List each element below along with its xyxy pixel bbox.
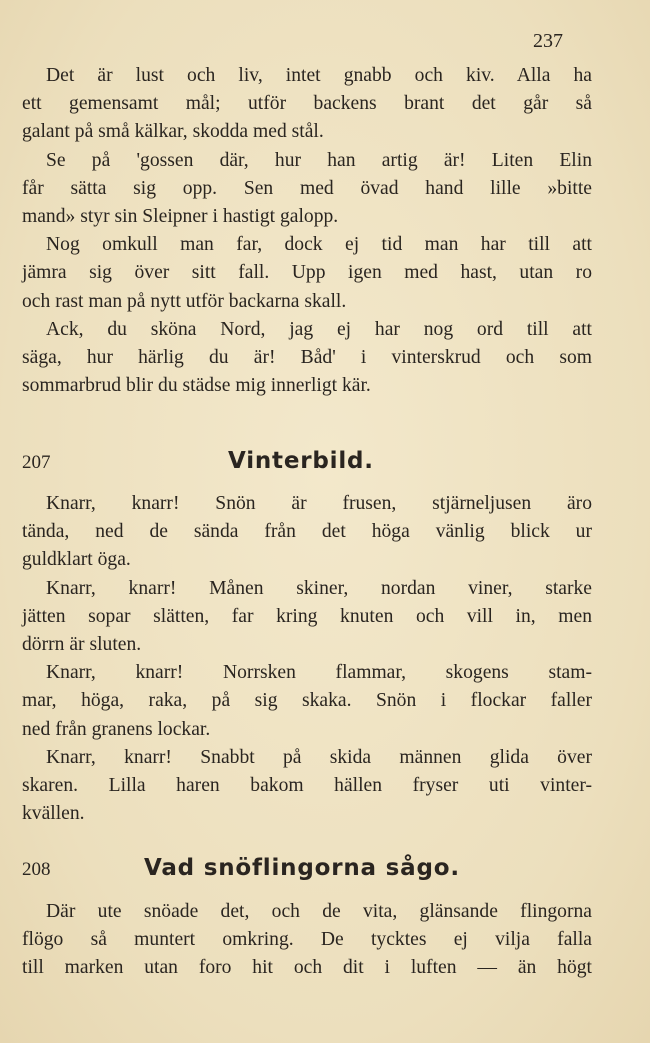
text-line: tända, ned de sända från det höga vänlig blick ur [22,521,592,543]
section-number: 207 [22,452,51,473]
text-line: galant på små kälkar, skodda med stål. [22,121,324,143]
text-line: jämra sig över sitt fall. Upp igen med hast, utan ro [22,262,592,284]
text-line: sommarbrud blir du städse mig innerligt kär. [22,375,371,397]
text-line: ned från granens lockar. [22,718,211,740]
text-line: jätten sopar slätten, far kring knuten och vill in, men [22,605,592,627]
section-title: Vinterbild. [228,448,374,474]
text-line: kvällen. [22,803,85,825]
text-line: Det är lust och liv, intet gnabb och kiv. Alla ha [46,65,592,86]
text-line: säga, hur härlig du är! Båd' i vinterskrud och som [22,347,592,369]
text-line: och rast man på nytt utför backarna skall. [22,290,347,312]
section-number: 208 [22,859,51,880]
text-line: Knarr, knarr! Snabbt på skida männen glida över [46,746,592,768]
text-line: skaren. Lilla haren bakom hällen fryser uti vinter- [22,775,592,797]
intro-poem [22,62,592,400]
text-line: Ack, du sköna Nord, jag ej har nog ord till att [46,318,592,340]
text-line: flögo så muntert omkring. De tycktes ej vilja falla [22,929,592,951]
section-heading-208 [22,855,592,885]
section-body-208 [22,898,592,983]
text-line: mand» styr sin Sleipner i hastigt galopp. [22,206,339,228]
text-line: Knarr, knarr! Snön är frusen, stjärneljusen äro [46,493,592,514]
section-body-207 [22,490,592,828]
section-heading-207 [22,448,592,478]
text-line: mar, höga, raka, på sig skaka. Snön i flockar faller [22,690,592,712]
section-title: Vad snöflingorna sågo. [144,855,460,881]
page-number: 237 [533,30,563,52]
text-line: dörrn är sluten. [22,634,142,656]
text-line: ett gemensamt mål; utför backens brant det går så [22,93,592,115]
text-line: till marken utan foro hit och dit i luften — än högt [22,957,592,979]
text-line: Se på 'gossen där, hur han artig är! Liten Elin [46,149,592,171]
text-line: Knarr, knarr! Norrsken flammar, skogens stam- [46,662,592,684]
text-line: Där ute snöade det, och de vita, glänsande flingorna [46,901,592,922]
text-line: Nog omkull man far, dock ej tid man har till att [46,234,592,256]
text-line: guldklart öga. [22,549,131,571]
text-line: Knarr, knarr! Månen skiner, nordan viner, starke [46,577,592,599]
text-line: får sätta sig opp. Sen med övad hand lille »bitte [22,177,592,199]
